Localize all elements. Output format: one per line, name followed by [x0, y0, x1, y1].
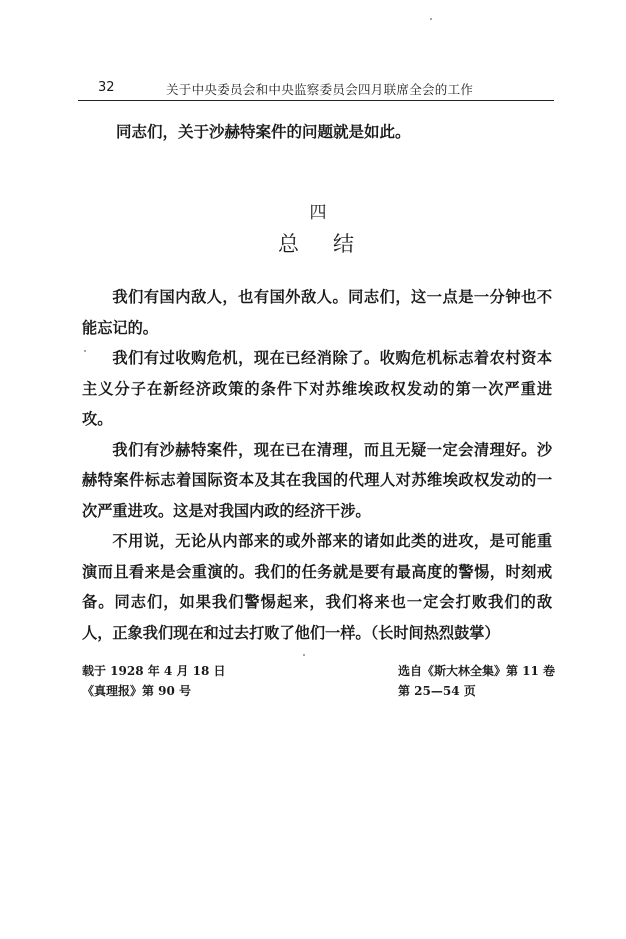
- section-number: 四: [309, 203, 327, 223]
- running-header: [78, 78, 554, 101]
- opening-line: 同志们，关于沙赫特案件的问题就是如此。: [116, 122, 411, 141]
- paragraph-1: 我们有国内敌人，也有国外敌人。同志们，这一点是一分钟也不能忘记的。: [82, 288, 552, 337]
- footer-citation: [398, 661, 555, 701]
- scan-speck: [303, 654, 305, 656]
- section-title: 总结: [278, 232, 388, 256]
- footer-source-note: [82, 661, 226, 701]
- footer-left-line-2: 《真理报》第 90 号: [82, 684, 192, 698]
- paragraph-2: 我们有过收购危机，现在已经消除了。收购危机标志着农村资本主义分子在新经济政策的条件下对苏维埃政权发动的第一次严重进攻。: [82, 349, 552, 428]
- paragraph-3: 我们有沙赫特案件，现在已在清理，而且无疑一定会清理好。沙赫特案件标志着国际资本及其在我国的代理人对苏维埃政权发动的一次严重进攻。这是对我国内政的经济干涉。: [82, 440, 552, 520]
- scan-speck: [430, 18, 432, 20]
- page-number: 32: [98, 80, 115, 95]
- paragraph-4: 不用说，无论从内部来的或外部来的诸如此类的进攻，是可能重演而且看来是会重演的。我们的任务就是要有最高度的警惕，时刻戒备。同志们，如果我们警惕起来，我们将来也一定会打败我们的敌人，正象我们现在和过去打败了他们一样。（长时间热烈鼓掌）: [82, 532, 552, 642]
- body-text: [82, 282, 552, 648]
- footer-left-line-1: 载于 1928 年 4 月 18 日: [82, 664, 226, 678]
- scan-speck: [84, 350, 86, 352]
- running-title: 关于中央委员会和中央监察委员会四月联席全会的工作: [166, 82, 474, 97]
- footer-right-line-2: 第 25—54 页: [398, 684, 476, 698]
- footer-right-line-1: 选自《斯大林全集》第 11 卷: [398, 664, 556, 678]
